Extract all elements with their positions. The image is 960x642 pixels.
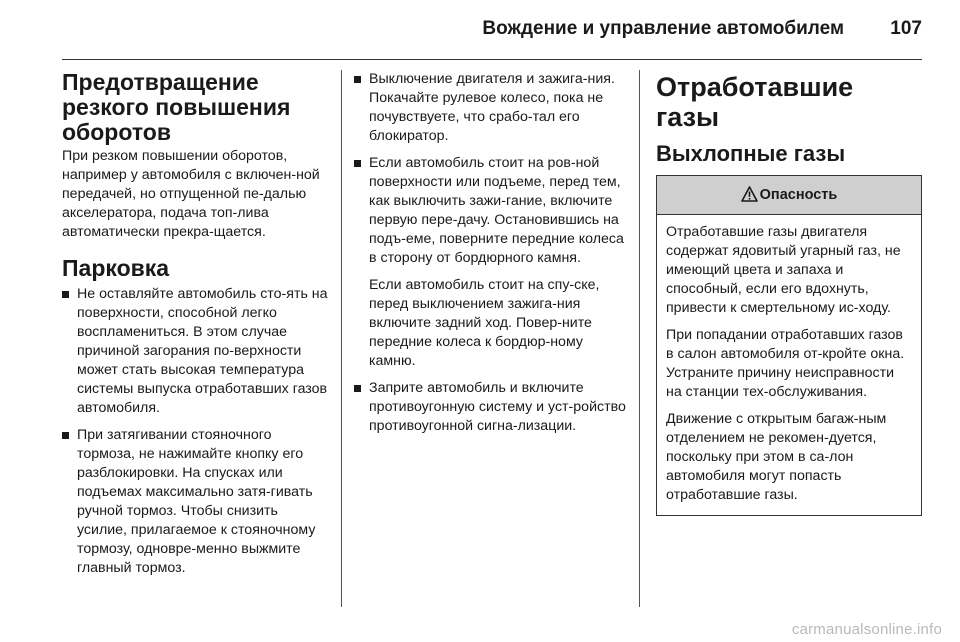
list-item	[354, 154, 626, 371]
list-item-text: Выключение двигателя и зажига-ния. Покачайте рулевое колесо, пока не почувствуете, что срабо-тал его блокиратор.	[369, 71, 615, 144]
list-item-text: Не оставляйте автомобиль сто-ять на поверхности, способной легко воспламениться. В этом случае причиной загорания по-верхности может стать высокая температура системы выпуска отработавших газов автомобиля.	[77, 286, 328, 416]
list-item	[354, 70, 626, 146]
column-divider	[639, 70, 640, 607]
header-rule	[62, 59, 922, 60]
list-item	[62, 285, 330, 418]
danger-header	[657, 176, 921, 215]
square-bullet-icon	[354, 160, 361, 167]
list-item	[354, 379, 626, 436]
page-number: 107	[890, 18, 922, 39]
column-1	[62, 70, 330, 586]
square-bullet-icon	[354, 385, 361, 392]
column-divider	[341, 70, 342, 607]
danger-paragraph: Движение с открытым багаж-ным отделением не рекомен-дуется, поскольку при этом в са-лон автомобиля могут попасть отработавшие газы.	[666, 411, 887, 503]
square-bullet-icon	[62, 291, 69, 298]
danger-paragraph: При попадании отработавших газов в салон автомобиля от-кройте окна. Устраните причину неисправности на станции тех-обслуживания.	[666, 327, 905, 400]
column-2	[354, 70, 626, 444]
danger-body	[657, 215, 921, 515]
danger-box	[656, 175, 922, 516]
subheading-exhaust-gases: Выхлопные газы	[656, 141, 846, 166]
column-3	[656, 70, 922, 516]
heading-prevent-revs: Предотвращение резкого повышения оборотов	[62, 69, 291, 145]
danger-label: Опасность	[759, 187, 838, 203]
page-header	[62, 0, 922, 52]
list-item-text: Если автомобиль стоит на ров-ной поверхности или подъеме, перед тем, как выключить зажи-гание, включите первую пере-дачу. Остановившись на подъ-еме, поверните передние колеса в сторону от бордюрного камня.	[369, 155, 624, 266]
square-bullet-icon	[354, 76, 361, 83]
list-item-text: Заприте автомобиль и включите противоугонную систему и уст-ройство противоугонной сигна-лизации.	[369, 380, 626, 434]
parking-list	[62, 285, 330, 578]
parking-list-continued	[354, 70, 626, 436]
list-item-subparagraph: Если автомобиль стоит на спу-ске, перед выключением зажига-ния включите задний ход. Повер-ните передние колеса к бордюр-ному камню.	[369, 277, 600, 369]
square-bullet-icon	[62, 432, 69, 439]
heading-exhaust: Отработавшие газы	[656, 72, 854, 132]
warning-triangle-icon	[741, 186, 758, 202]
header-title: Вождение и управление автомобилем	[482, 18, 844, 39]
paragraph-prevent-revs: При резком повышении оборотов, например у автомобиля с включен-ной передачей, но отпущенной пе-далью акселератора, подача топ-лива автоматически прекра-щается.	[62, 148, 320, 240]
watermark: carmanualsonline.info	[791, 621, 942, 638]
heading-parking: Парковка	[62, 255, 170, 281]
list-item-text: При затягивании стояночного тормоза, не нажимайте кнопку его разблокировки. На спусках или подъемах максимально затя-гивать ручной тормоз. Чтобы снизить усилие, прилагаемое к стояночному тормозу, одновре-менно выжмите главный тормоз.	[77, 427, 316, 576]
danger-paragraph: Отработавшие газы двигателя содержат ядовитый угарный газ, не имеющий цвета и запаха и способный, если его вдохнуть, привести к смертельному ис-ходу.	[666, 224, 901, 316]
list-item	[62, 426, 330, 578]
